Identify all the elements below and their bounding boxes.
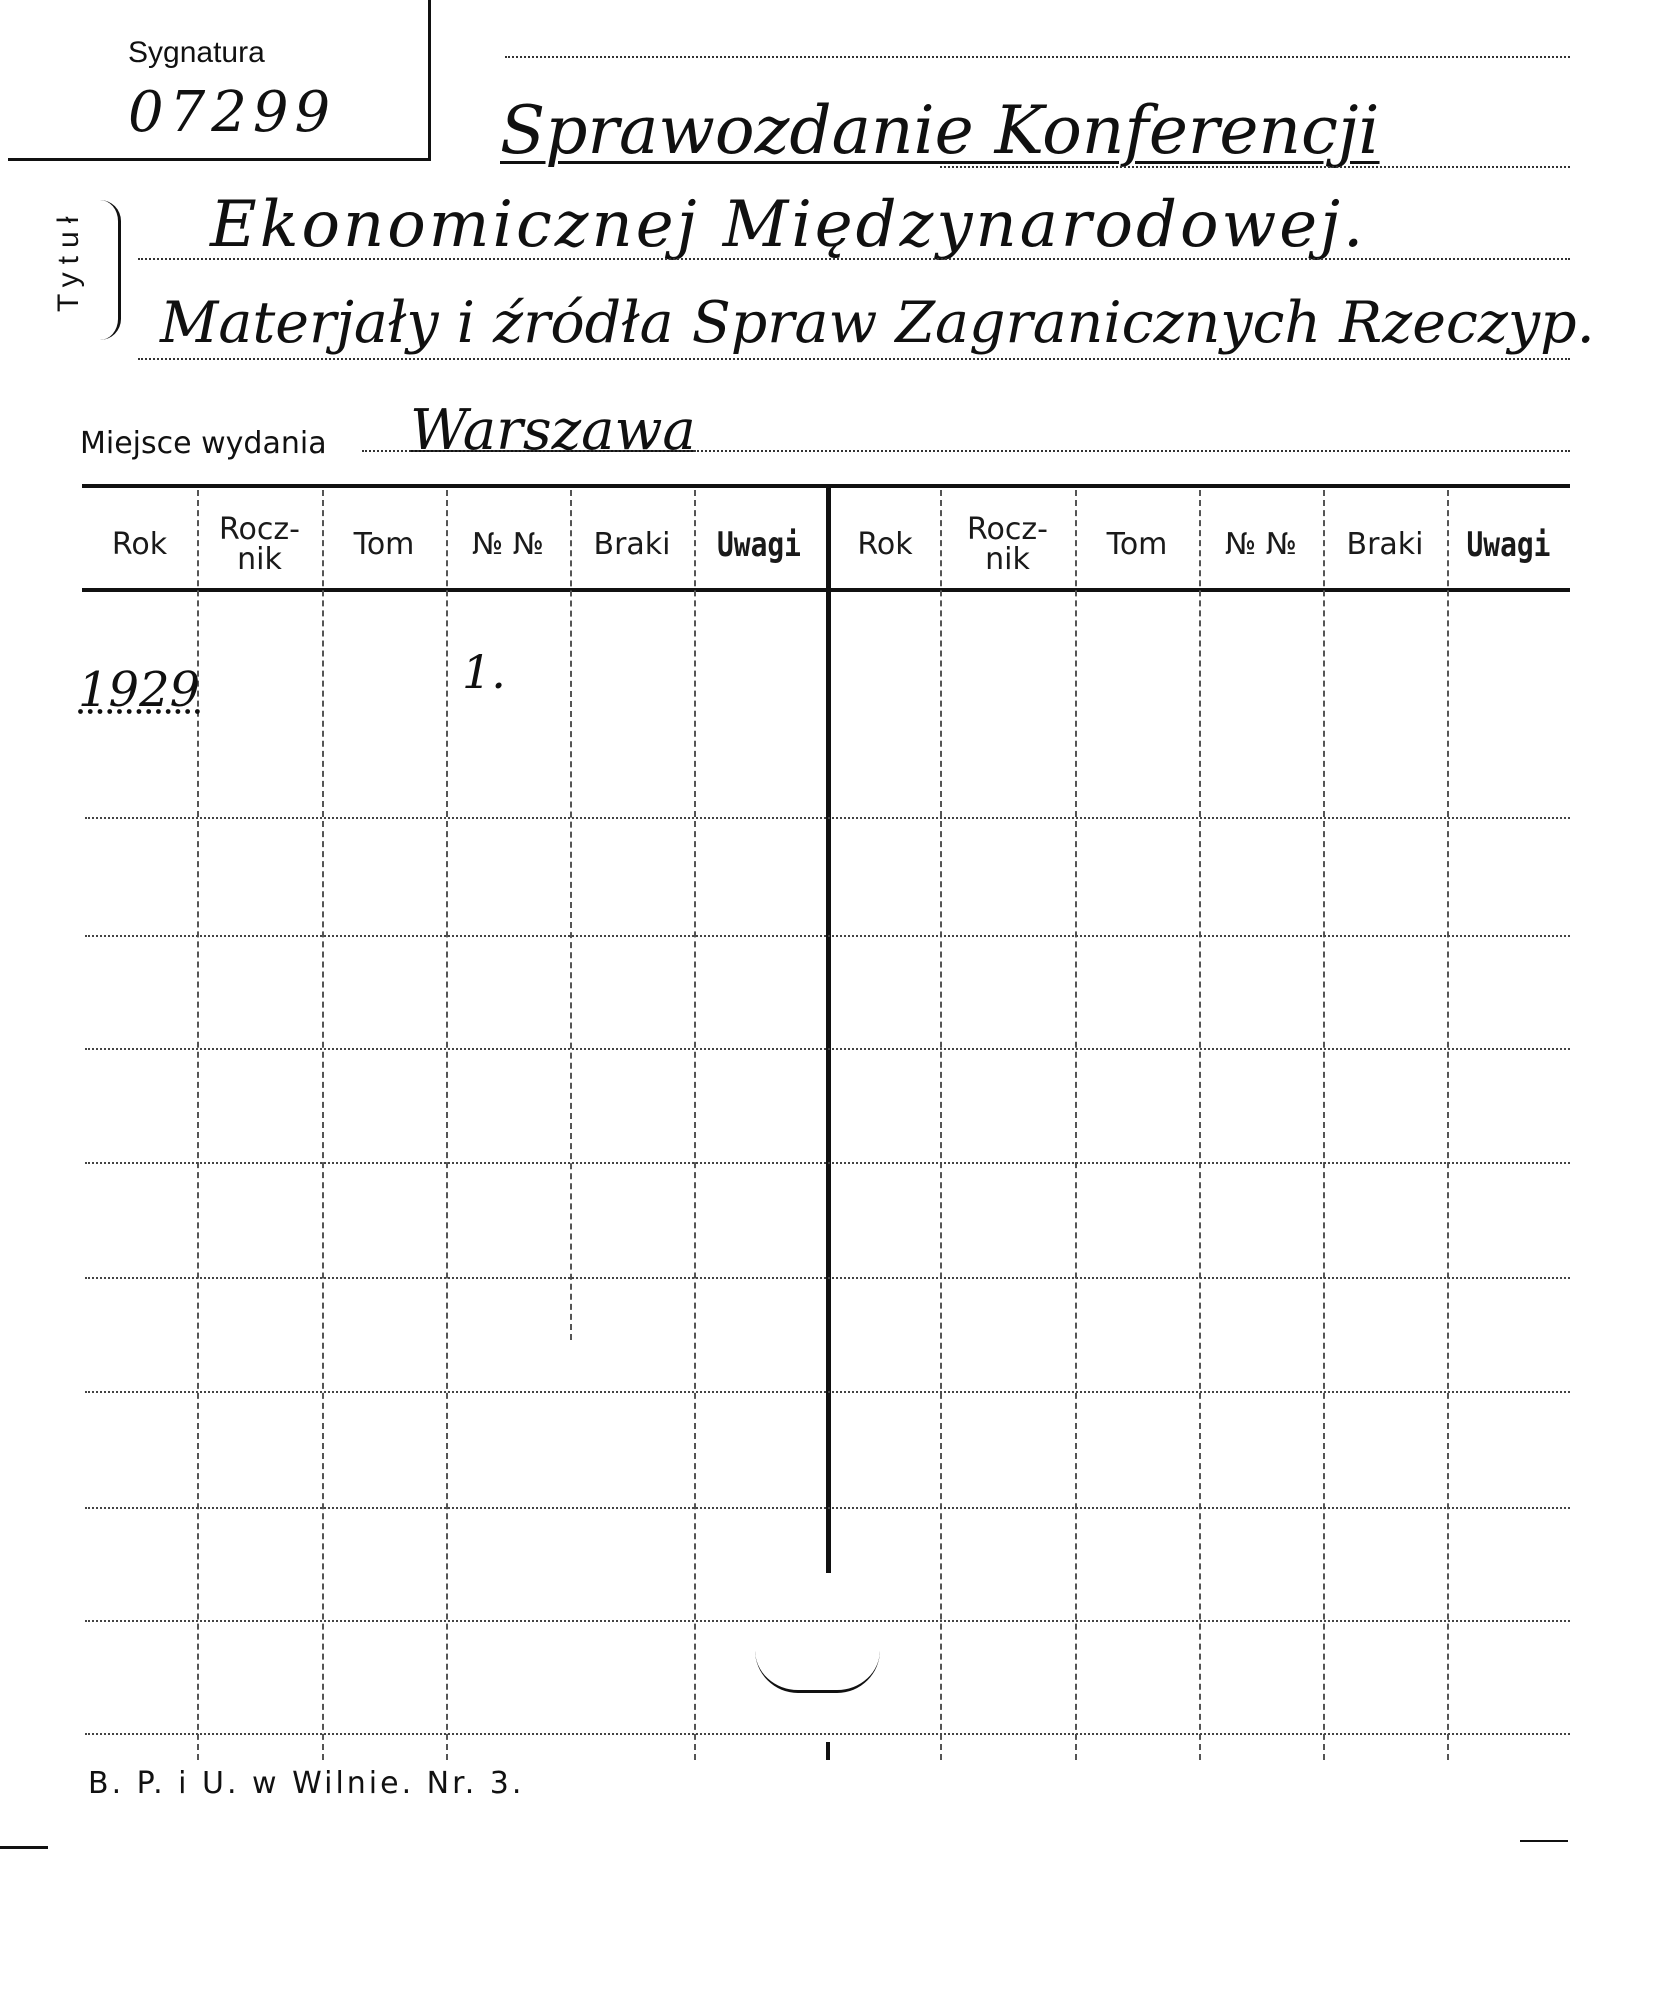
- title-line-1-dots: [940, 166, 1570, 168]
- col-uwagi-right: Uwagi: [1466, 525, 1551, 565]
- col-numery-right: № №: [1225, 527, 1297, 562]
- title-line-2-dots: [138, 258, 1570, 260]
- place-dots: [362, 450, 1570, 452]
- col-uwagi-left: Uwagi: [717, 525, 801, 565]
- col-braki-left: Braki: [593, 527, 671, 562]
- title-line-1: Sprawozdanie Konferencji: [500, 92, 1380, 169]
- scan-edge-mark: [0, 1846, 48, 1849]
- col-rok-left: Rok: [111, 527, 168, 562]
- row-rule: [85, 1391, 1570, 1393]
- row-rule: [85, 1507, 1570, 1509]
- row-rule: [85, 1048, 1570, 1050]
- col-divider: [570, 490, 572, 1340]
- title-line-2: Ekonomicznej Międzynarodowej.: [210, 188, 1367, 262]
- col-divider: [1199, 490, 1201, 1760]
- col-divider: [322, 490, 324, 1760]
- col-divider: [1075, 490, 1077, 1760]
- title-line-3-dots: [138, 358, 1570, 360]
- place-value: Warszawa: [410, 398, 696, 463]
- col-rocznik-right: Rocz- nik: [967, 512, 1048, 577]
- title-side-label: Tytuł: [52, 208, 85, 312]
- signature-box: [8, 0, 431, 161]
- col-tom-right: Tom: [1106, 527, 1168, 562]
- center-divider-tick: [826, 1742, 830, 1760]
- scan-edge-mark: [1520, 1840, 1568, 1842]
- row-rule: [85, 817, 1570, 819]
- signature-label: Sygnatura: [128, 36, 265, 69]
- row-rule: [85, 1162, 1570, 1164]
- entry-rok: 1929: [78, 662, 201, 718]
- col-divider: [446, 490, 448, 1760]
- signature-value: 07299: [128, 80, 337, 145]
- place-label: Miejsce wydania: [80, 426, 327, 461]
- center-divider: [826, 488, 831, 1573]
- title-line-3: Materjały i źródła Spraw Zagranicznych Rzeczyp.: [160, 290, 1595, 356]
- row-rule: [85, 935, 1570, 937]
- row-rule: [85, 1620, 1570, 1622]
- title-brace: [100, 200, 121, 340]
- col-rocznik-left: Rocz- nik: [219, 512, 300, 577]
- top-dotted-line: [505, 56, 1570, 58]
- col-divider: [940, 490, 942, 1760]
- col-divider: [1447, 490, 1449, 1760]
- entry-numery: 1.: [462, 645, 506, 699]
- col-rok-right: Rok: [857, 527, 913, 562]
- col-numery-left: № №: [472, 527, 544, 562]
- center-divider-hook: [755, 1650, 880, 1693]
- row-rule: [85, 1733, 1570, 1735]
- col-divider: [694, 490, 696, 1760]
- col-divider: [1323, 490, 1325, 1760]
- printer-note: B. P. i U. w Wilnie. Nr. 3.: [88, 1766, 525, 1801]
- row-rule: [85, 1277, 1570, 1279]
- col-braki-right: Braki: [1346, 527, 1424, 562]
- col-tom-left: Tom: [353, 527, 415, 562]
